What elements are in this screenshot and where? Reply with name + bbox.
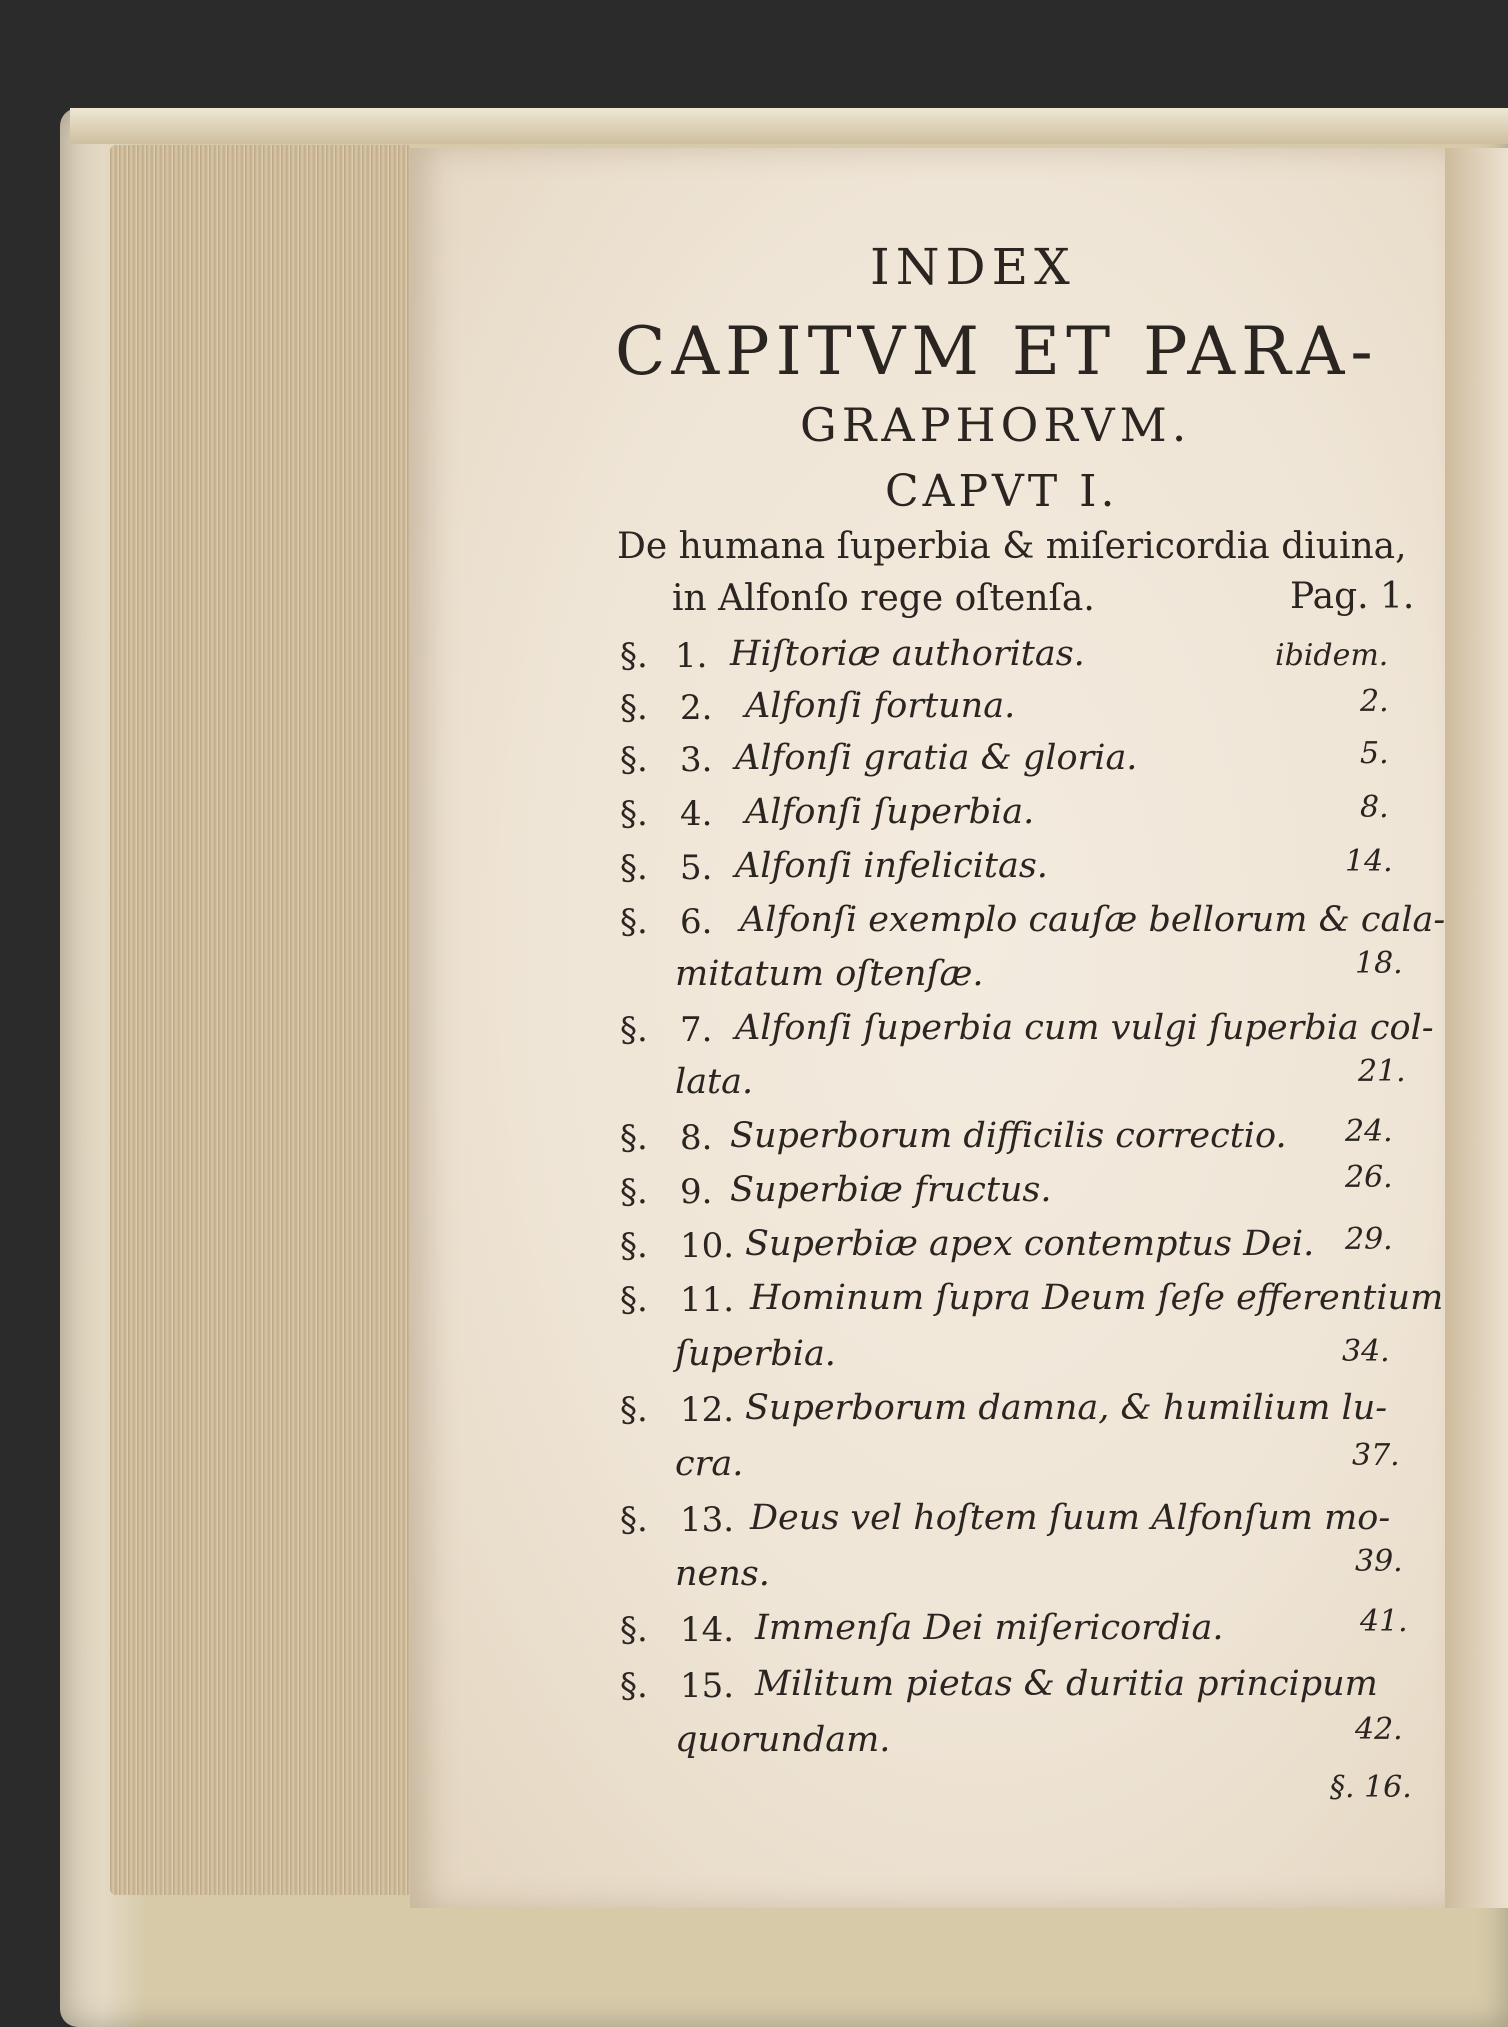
entry-text: Superborum difficilis correctio.	[730, 1116, 1287, 1156]
section-number: 2.	[680, 688, 713, 728]
entry-page: 39.	[1355, 1544, 1403, 1579]
section-mark: §.	[620, 1280, 648, 1320]
entry-text-continued: nens.	[675, 1554, 770, 1594]
entry-text: Superbiæ apex contemptus Dei.	[745, 1224, 1315, 1264]
entry-text-continued: mitatum oſtenſæ.	[675, 954, 984, 994]
section-number: 11.	[680, 1280, 735, 1320]
section-mark: §.	[620, 1390, 648, 1430]
entry-text: Immenſa Dei miſericordia.	[755, 1608, 1224, 1648]
entry-text: Superbiæ fructus.	[730, 1170, 1052, 1210]
entry-text: Alfonſi gratia & gloria.	[735, 738, 1138, 778]
entry-text: Deus vel hoſtem ſuum Alfonſum mo-	[750, 1498, 1391, 1538]
entry-page: 8.	[1360, 790, 1389, 825]
entry-text: Superborum damna, & humilium lu-	[745, 1388, 1388, 1428]
facing-page-edge	[1445, 148, 1508, 1908]
entry-page: 2.	[1360, 684, 1389, 719]
catchword: §. 16.	[1330, 1770, 1412, 1805]
section-number: 12.	[680, 1390, 735, 1430]
section-mark: §.	[620, 1500, 648, 1540]
section-number: 10.	[680, 1226, 735, 1266]
entry-text-continued: quorundam.	[675, 1720, 891, 1760]
entry-text: Alfonſi ſuperbia cum vulgi ſuperbia col-	[735, 1008, 1434, 1048]
entry-text: Alfonſi exemplo cauſæ bellorum & cala-	[740, 900, 1446, 940]
section-number: 5.	[680, 848, 713, 888]
section-number: 7.	[680, 1010, 713, 1050]
entry-page: 29.	[1345, 1222, 1393, 1257]
entry-page: 14.	[1345, 844, 1393, 879]
entry-page: 24.	[1345, 1114, 1393, 1149]
section-number: 14.	[680, 1610, 735, 1650]
entry-page: 18.	[1355, 946, 1403, 981]
entry-text-continued: ſuperbia.	[675, 1334, 836, 1374]
section-mark: §.	[620, 636, 648, 676]
entry-text-continued: lata.	[675, 1062, 754, 1102]
entry-page: 42.	[1355, 1712, 1403, 1747]
section-number: 8.	[680, 1118, 713, 1158]
entry-page: 26.	[1345, 1160, 1393, 1195]
heading-caput: CAPVT I.	[885, 466, 1119, 517]
section-mark: §.	[620, 902, 648, 942]
book-top-edge	[70, 108, 1508, 144]
section-mark: §.	[620, 1118, 648, 1158]
entry-text-continued: cra.	[675, 1444, 744, 1484]
entry-text: Hiſtoriæ authoritas.	[730, 634, 1085, 674]
section-number: 9.	[680, 1172, 713, 1212]
index-page	[410, 148, 1445, 1908]
section-mark: §.	[620, 1610, 648, 1650]
entry-page: 5.	[1360, 736, 1389, 771]
heading-graphorum: GRAPHORVM.	[800, 398, 1192, 452]
chapter-title-line1: De humana ſuperbia & miſericordia diuina,	[617, 526, 1407, 567]
entry-text: Alfonſi fortuna.	[745, 686, 1016, 726]
section-mark: §.	[620, 740, 648, 780]
heading-index: INDEX	[870, 238, 1076, 296]
section-number: 4.	[680, 794, 713, 834]
section-number: 15.	[680, 1666, 735, 1706]
entry-text: Alfonſi infelicitas.	[735, 846, 1048, 886]
page-stack	[110, 145, 410, 1895]
section-number: 6.	[680, 902, 713, 942]
section-number: 3.	[680, 740, 713, 780]
section-mark: §.	[620, 1666, 648, 1706]
entry-text: Hominum ſupra Deum ſeſe efferentium	[750, 1278, 1444, 1318]
section-mark: §.	[620, 1010, 648, 1050]
section-mark: §.	[620, 794, 648, 834]
entry-text: Militum pietas & duritia principum	[755, 1664, 1378, 1704]
section-number: 1.	[675, 636, 708, 676]
section-number: 13.	[680, 1500, 735, 1540]
entry-page: 37.	[1352, 1438, 1400, 1473]
entry-page: 41.	[1360, 1604, 1408, 1639]
section-mark: §.	[620, 1172, 648, 1212]
entry-text: Alfonſi ſuperbia.	[745, 792, 1035, 832]
chapter-title-line2: in Alfonſo rege oſtenſa.	[672, 578, 1095, 619]
chapter-page: Pag. 1.	[1290, 576, 1415, 617]
section-mark: §.	[620, 848, 648, 888]
entry-page: ibidem.	[1275, 638, 1389, 673]
section-mark: §.	[620, 1226, 648, 1266]
entry-page: 34.	[1342, 1334, 1390, 1369]
section-mark: §.	[620, 688, 648, 728]
heading-capitum: CAPITVM ET PARA-	[615, 313, 1379, 390]
entry-page: 21.	[1358, 1054, 1406, 1089]
